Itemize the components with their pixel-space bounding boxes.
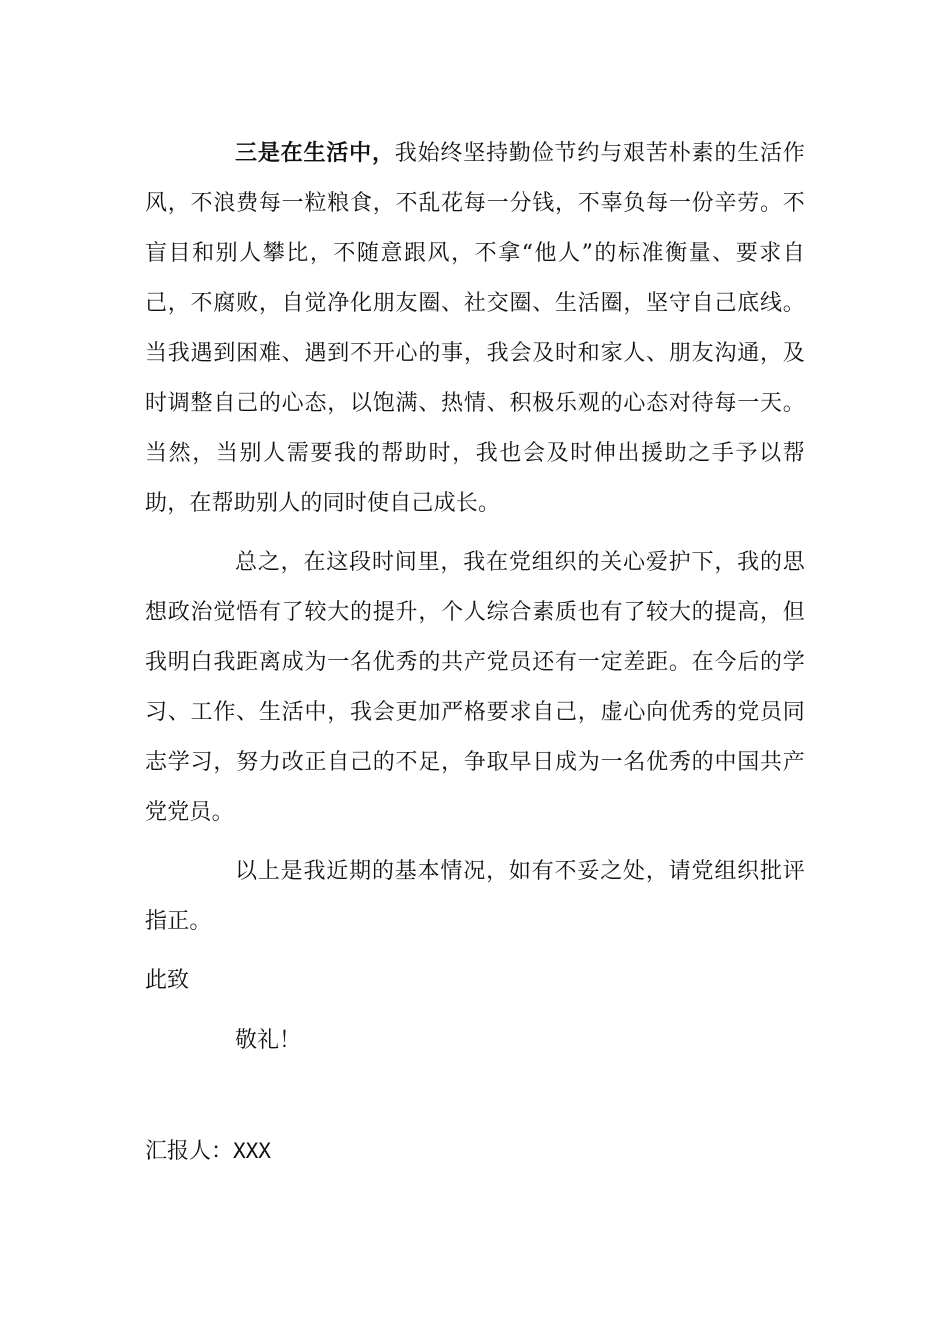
closing-jingli: 敬礼！ (235, 1028, 302, 1053)
paragraph-summary: 总之，在这段时间里，我在党组织的关心爱护下，我的思想政治觉悟有了较大的提升，个人综合素质也有了较大的提高，但我明白我距离成为一名优秀的共产党员还有一定差距。在今后的学习、工作、生活中，我会更加严格要求自己，虚心向优秀的党员同志学习，努力改正自己的不足，争取早日成为一名优秀的中国共产党党员。 (145, 550, 805, 825)
paragraph-lead-heading: 三是在生活中， (235, 140, 395, 166)
reporter-signature (145, 1126, 805, 1177)
paragraph-text: 我始终坚持勤俭节约与艰苦朴素的生活作风，不浪费每一粒粮食，不乱花每一分钱，不辜负每一份辛劳。不盲目和别人攀比，不随意跟风，不拿“他人”的标准衡量、要求自己，不腐败，自觉净化朋友圈、社交圈、生活圈，坚守自己底线。当我遇到困难、遇到不开心的事，我会及时和家人、朋友沟通，及时调整自己的心态，以饱满、热情、积极乐观的心态对待每一天。当然，当别人需要我的帮助时，我也会及时伸出援助之手予以帮助，在帮助别人的同时使自己成长。 (145, 141, 805, 516)
reporter-name: XXX (233, 1139, 271, 1163)
paragraph-conclusion: 以上是我近期的基本情况，如有不妥之处，请党组织批评指正。 (145, 859, 805, 934)
closing-cizhi: 此致 (145, 968, 190, 993)
paragraph-life (145, 128, 805, 529)
reporter-label: 汇报人： (145, 1139, 234, 1164)
document-body (145, 128, 805, 1177)
